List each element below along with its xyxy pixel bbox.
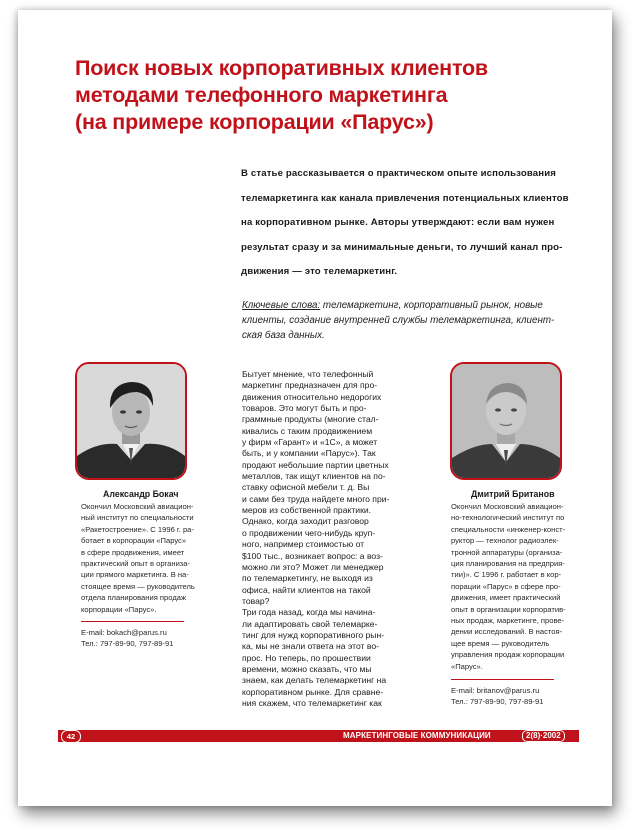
bio-line: тронной аппаратуры (организа- bbox=[451, 547, 563, 557]
body-line: ния скажем, что телемаркетинг как bbox=[242, 697, 382, 708]
bio-line: отдела планирования продаж bbox=[81, 593, 187, 603]
body-line: можно ли это? Может ли менеджер bbox=[242, 561, 384, 572]
author-phone: Тел.: 797-89-90, 797-89-91 bbox=[451, 697, 544, 706]
body-line: тинг для нужд корпоративного рын- bbox=[242, 629, 385, 640]
bio-line: порации «Парус» в сфере про- bbox=[451, 581, 561, 591]
body-line: о продвижении чего-нибудь круп- bbox=[242, 527, 376, 538]
issue-number: 2(8)·2002 bbox=[522, 730, 565, 742]
footer-bar bbox=[58, 730, 579, 742]
bio-line: щее время — руководитель bbox=[451, 638, 550, 648]
lead-line: В статье рассказывается о практическом опыте использования bbox=[241, 168, 557, 179]
body-line: ли адаптировать свой телемарке- bbox=[242, 618, 378, 629]
body-line: быть, и у компании «Парус»). Так bbox=[242, 448, 376, 459]
bio-line: корпорации «Парус». bbox=[81, 604, 157, 614]
article-lead bbox=[241, 162, 579, 285]
bio-line: «Ракетостроение». С 1996 г. ра- bbox=[81, 524, 194, 534]
lead-line: движения — это телемаркетинг. bbox=[241, 266, 398, 277]
bio-line: управления продаж корпорации bbox=[451, 650, 565, 660]
author-photo-left bbox=[75, 362, 187, 480]
body-line: и сами без труда найдете много при- bbox=[242, 493, 390, 504]
bio-line: движения, имеет практический bbox=[451, 593, 561, 603]
author-phone: Тел.: 797-89-90, 797-89-91 bbox=[81, 639, 174, 648]
author-email[interactable]: E-mail: britanov@parus.ru bbox=[451, 686, 540, 695]
bio-line: ции прямого маркетинга. В на- bbox=[81, 570, 189, 580]
portrait-image bbox=[77, 364, 185, 478]
bio-line: дении исследований. В настоя- bbox=[451, 627, 563, 637]
bio-line: Окончил Московский авиацион- bbox=[81, 502, 194, 511]
keywords bbox=[242, 298, 578, 343]
divider bbox=[81, 621, 184, 622]
keywords-line: ская база данных. bbox=[242, 330, 325, 341]
magazine-page bbox=[18, 10, 612, 806]
bio-line: ция планирования на предприя- bbox=[451, 559, 565, 569]
body-line: корпоративном рынке. Для сравне- bbox=[242, 686, 384, 697]
author-contact-left bbox=[81, 627, 173, 649]
body-line: офиса, найти клиентов на такой bbox=[242, 584, 371, 595]
body-line: знаем, как делать телемаркетинг на bbox=[242, 675, 387, 686]
author-bio-right bbox=[451, 501, 566, 672]
bio-line: ботает в корпорации «Парус» bbox=[81, 536, 187, 546]
bio-line: ных продаж, маркетинге, прове- bbox=[451, 616, 565, 626]
author-name-right: Дмитрий Британов bbox=[471, 489, 555, 499]
body-line: кивались с таким продвижением bbox=[242, 425, 373, 436]
body-line: ка, мы не знали ответа на этот во- bbox=[242, 641, 380, 652]
body-line: меров из собственной практики. bbox=[242, 505, 372, 516]
body-line: Три года назад, когда мы начина- bbox=[242, 607, 376, 618]
journal-name: МАРКЕТИНГОВЫЕ КОММУНИКАЦИИ bbox=[343, 731, 491, 740]
body-line: движения относительно недорогих bbox=[242, 391, 382, 402]
author-email[interactable]: E-mail: bokach@parus.ru bbox=[81, 628, 167, 637]
portrait-image bbox=[452, 364, 560, 478]
bio-line: практический опыт в организа- bbox=[81, 559, 191, 569]
bio-line: но-технологический институт по bbox=[451, 513, 565, 523]
bio-line: опыт в организации корпоратив- bbox=[451, 604, 566, 614]
author-photo-right bbox=[450, 362, 562, 480]
article-title bbox=[75, 55, 545, 136]
body-line: по телемаркетингу, не выходя из bbox=[242, 573, 373, 584]
body-line: продают небольшие партии цветных bbox=[242, 459, 389, 470]
body-line: прос. Но теперь, по прошествии bbox=[242, 652, 371, 663]
divider bbox=[451, 679, 554, 680]
bio-line: специальности «инженер-конст- bbox=[451, 524, 566, 534]
title-line: (на примере корпорации «Парус») bbox=[75, 110, 434, 134]
bio-line: стоящее время — руководитель bbox=[81, 581, 195, 591]
keywords-line bbox=[242, 298, 578, 313]
body-line: маркетинг предназначен для про- bbox=[242, 380, 378, 391]
keywords-line: клиенты, создание внутренней службы телемаркетинга, клиент- bbox=[242, 315, 555, 326]
title-line: Поиск новых корпоративных клиентов bbox=[75, 56, 488, 80]
body-line: граммные продукты (многие стал- bbox=[242, 414, 379, 425]
title-line: методами телефонного маркетинга bbox=[75, 83, 448, 107]
author-contact-right bbox=[451, 685, 543, 707]
bio-line: «Парус». bbox=[451, 661, 483, 671]
body-line: $100 тыс., возникает вопрос: а воз- bbox=[242, 550, 383, 561]
body-line: времени, можно сказать, что мы bbox=[242, 663, 372, 674]
body-line: Однако, когда заходит разговор bbox=[242, 516, 369, 527]
body-line: Бытует мнение, что телефонный bbox=[242, 369, 374, 379]
bio-line: руктор — технолог радиоэлек- bbox=[451, 536, 559, 546]
lead-line: телемаркетинга как канала привлечения потенциальных клиентов bbox=[241, 192, 569, 204]
body-line: у фирм «Гарант» и «1С», а может bbox=[242, 437, 378, 448]
keywords-text: телемаркетинг, корпоративный рынок, новые bbox=[320, 300, 543, 311]
body-line: металлов, так ищут клиентов на по- bbox=[242, 471, 386, 482]
bio-line: ный институт по специальности bbox=[81, 513, 194, 523]
bio-line: Окончил Московский авиацион- bbox=[451, 502, 564, 511]
bio-line: в сфере продвижения, имеет bbox=[81, 547, 185, 557]
article-body bbox=[242, 369, 416, 709]
author-name-left: Александр Бокач bbox=[103, 489, 179, 499]
author-bio-left bbox=[81, 501, 195, 615]
body-line: товар? bbox=[242, 595, 270, 606]
body-line: товаров. Это могут быть и про- bbox=[242, 403, 367, 414]
body-line: ставку офисной мебели т. д. Вы bbox=[242, 482, 370, 493]
body-line: ного, например стоимостью от bbox=[242, 539, 365, 550]
lead-line: результат сразу и за минимальные деньги, то лучший канал про- bbox=[241, 241, 563, 253]
lead-line: на корпоративном рынке. Авторы утверждают: если вам нужен bbox=[241, 217, 555, 228]
bio-line: тии)». С 1996 г. работает в кор- bbox=[451, 570, 562, 580]
page-number: 42 bbox=[61, 730, 81, 743]
keywords-label: Ключевые слова: bbox=[242, 300, 321, 311]
